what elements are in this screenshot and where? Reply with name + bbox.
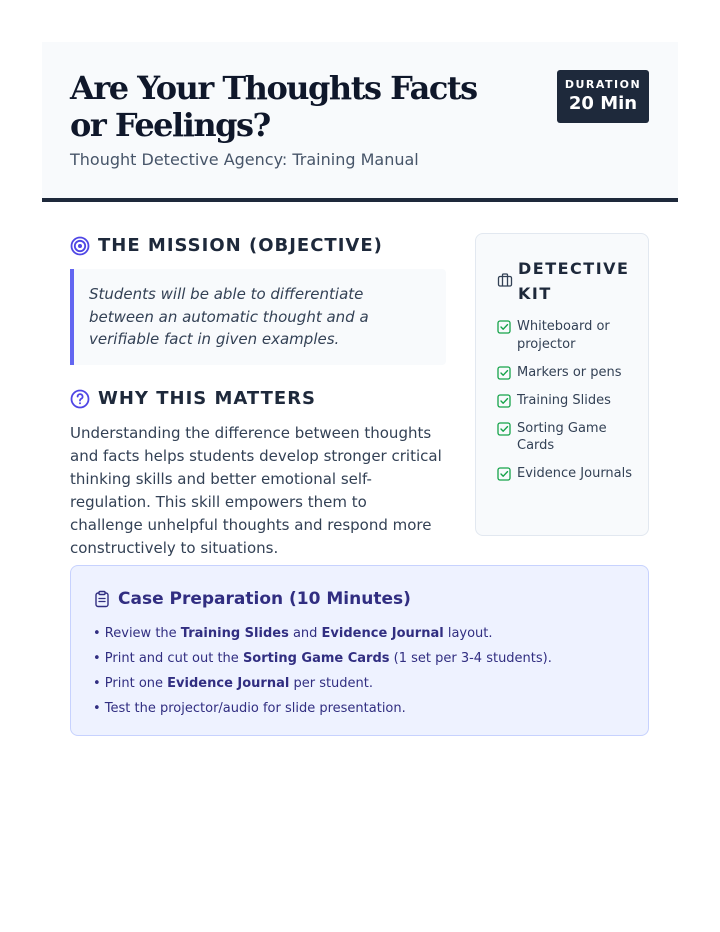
detective-kit bbox=[475, 233, 649, 536]
check-square-icon bbox=[497, 394, 511, 408]
kit-item-label: Markers or pens bbox=[517, 364, 622, 380]
header bbox=[42, 42, 678, 202]
question-circle-icon bbox=[70, 389, 90, 409]
duration-value: 20 Min bbox=[568, 93, 638, 114]
objective-text: Students will be able to differentiate between an automatic thought and a verifiable fact in given examples. bbox=[70, 269, 446, 365]
case-preparation bbox=[70, 565, 649, 736]
why-text: Understanding the difference between thoughts and facts helps students develop stronger critical thinking skills and better emotional self-regulation. This skill empowers them to challenge unhelpful thoughts and respond more constructively to situations. bbox=[70, 424, 442, 557]
target-icon bbox=[70, 236, 90, 256]
check-square-icon bbox=[497, 422, 511, 436]
check-square-icon bbox=[497, 320, 511, 334]
kit-item-label: Evidence Journals bbox=[517, 466, 633, 481]
prep-heading bbox=[93, 589, 411, 609]
duration-badge bbox=[557, 70, 649, 123]
mission-heading-text: THE MISSION (OBJECTIVE) bbox=[98, 235, 383, 256]
prep-heading-text: Case Preparation (10 Minutes) bbox=[118, 589, 411, 609]
page-subtitle: Thought Detective Agency: Training Manual bbox=[70, 150, 419, 169]
why-heading-text: WHY THIS MATTERS bbox=[98, 388, 317, 409]
kit-item bbox=[497, 364, 637, 382]
kit-item-label: Sorting Game Cards bbox=[517, 420, 607, 453]
kit-item bbox=[497, 465, 637, 483]
page-title: Are Your Thoughts Facts or Feelings? bbox=[70, 69, 477, 144]
prep-list bbox=[93, 621, 552, 721]
prep-item: • Print one Evidence Journal per student. bbox=[93, 676, 374, 691]
prep-item: • Review the Training Slides and Evidence Journal layout. bbox=[93, 626, 493, 641]
kit-item-label: Training Slides bbox=[517, 392, 611, 408]
check-square-icon bbox=[497, 366, 511, 380]
kit-list bbox=[497, 318, 637, 493]
kit-item bbox=[497, 392, 637, 410]
kit-item-label: Whiteboard or projector bbox=[517, 319, 610, 352]
mission-heading bbox=[70, 235, 383, 256]
briefcase-icon bbox=[497, 272, 513, 288]
prep-item: • Test the projector/audio for slide presentation. bbox=[93, 701, 406, 716]
lesson-page bbox=[42, 42, 678, 716]
clipboard-icon bbox=[93, 590, 111, 608]
kit-item bbox=[497, 420, 637, 455]
kit-title: DETECTIVE KIT bbox=[518, 259, 630, 303]
check-square-icon bbox=[497, 467, 511, 481]
prep-item: • Print and cut out the Sorting Game Cards (1 set per 3-4 students). bbox=[93, 651, 552, 666]
kit-item bbox=[497, 318, 637, 353]
duration-label: DURATION bbox=[564, 78, 642, 91]
why-heading bbox=[70, 388, 316, 409]
